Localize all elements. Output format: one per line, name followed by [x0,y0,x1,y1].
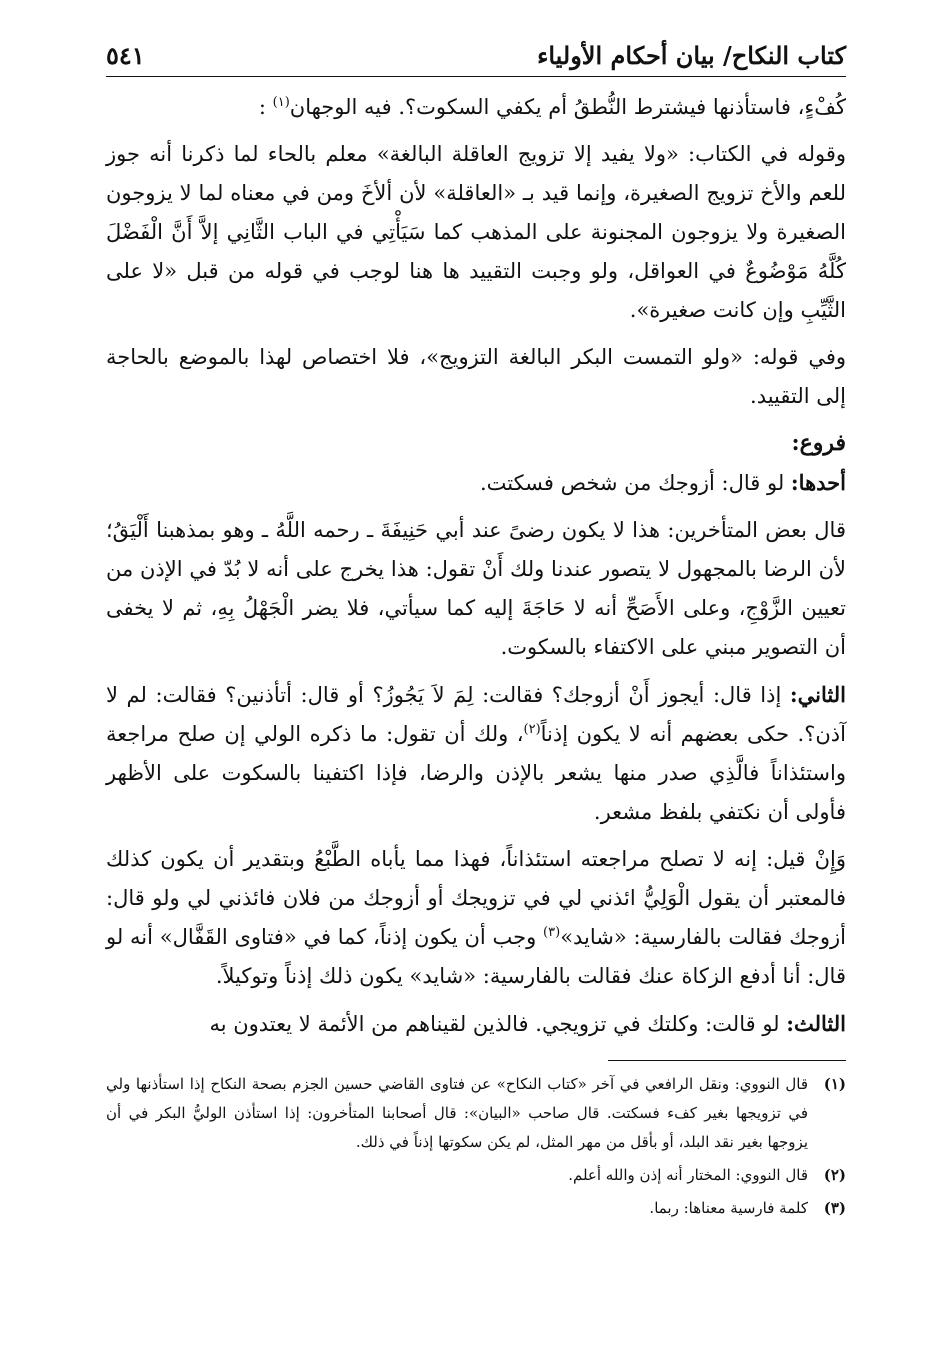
lead-second: الثاني: [789,682,846,707]
paragraph-1: كُفْءٍ، فاستأذنها فيشترط النُّطقُ أم يكفي السكوت؟. فيه الوجهان$^{(١)}$ : [258,95,846,119]
paragraph-2: وقوله في الكتاب: «ولا يفيد إلا تزويج العاقلة البالغة» معلم بالحاء لما ذكرنا أنه جوز للعم والأخ تزويج الصغيرة، وإنما قيد بـ «العاقلة» لأن ألأخَ ومن في معناه لما لا يزوجون الصغيرة ولا يزوجون المجنونة على المذهب كما سَيَأْتِي في الباب الثَّانِي إلاَّ أَنَّ الْفَضْلَ كُلَّهُ مَوْضُوعٌ في العواقل، ولو وجبت التقييد ها هنا لوجب في قوله من قبل «لا على الثَّيِّبِ وإن كانت صغيرة». [106,142,846,322]
running-header [106,30,846,77]
main-text [106,88,846,1052]
footnote-ref-3[interactable]: (٣) [543,925,561,940]
footnote-divider [608,1060,846,1061]
paragraph-5: قال بعض المتأخرين: هذا لا يكون رضىً عند أبي حَنِيفَةَ ـ رحمه اللَّهُ ـ وهو بمذهبنا أَلْيَقُ؛ لأن الرضا بالمجهول لا يتصور عندنا ولك أَنْ تقول: هذا يخرج على أنه لا بُدّ في الإذن من تعيين الزَّوْجِ، وعلى الأَصَحِّ أنه لا حَاجَةَ إليه كما سيأتي، فلا يضر الْجَهْلُ بِهِ، ثم لا يخفى أن التصوير مبني على الاكتفاء بالسكوت. [106,518,846,659]
footnote-3: (٣) كلمة فارسية معناها: ربما. [649,1199,846,1217]
page-number: ٥٤١ [106,41,145,70]
footnote-2: (٢) قال النووي: المختار أنه إذن والله أعلم. [568,1166,846,1184]
section-heading: فروع: [791,430,846,456]
footnote-1: (١) قال النووي: ونقل الرافعي في آخر «كتاب النكاح» عن فتاوى القاضي حسين الجزم بصحة النكاح إذا استأذنها ولي في تزويجها بغير كفء فسكتت. قال صاحب «البيان»: قال أصحابنا المتأخرون: إذا استأذن الوليُّ البكر في أن يزوجها بغير نقد البلد، أو بأقل من مهر المثل، لم يكن سكوتها إذناً في ذلك. [106,1075,846,1151]
paragraph-7: وَإِنْ قيل: إنه لا تصلح مراجعته استئذاناً، فهذا مما يأباه الطَّبْعُ وبتقدير أن يكون كذلك فالمعتبر أن يقول الْوَلِيُّ ائذني لي في تزويجك أو أزوجك من فلان فائذني لي ولو قال: أزوجك فقالت بالفارسية: «شايد»$^{(٣)}$ وجب أن يكون إذناً، كما في «فتاوى القَفَّال» أنه لو قال: أنا أدفع الزكاة عنك فقالت بالفارسية: «شايد» يكون ذلك إذناً وتوكيلاً. [106,847,846,988]
footnotes [106,1070,846,1227]
lead-first: أحدها: [790,470,846,495]
lead-third: الثالث: [786,1011,846,1036]
paragraph-3: وفي قوله: «ولو التمست البكر البالغة التزويج»، فلا اختصاص لهذا بالموضع بالحاجة إلى التقييد. [106,345,846,408]
paragraph-second: الثاني: إذا قال: أيجوز أَنْ أزوجك؟ فقالت: لِمَ لاَ يَجُوزُ؟ أو قال: أتأذنين؟ فقالت: لم لا آذن؟. حكى بعضهم أنه لا يكون إذناً$^{(٢)}$، ولك أن تقول: ما ذكره الولي إن صلح مراجعة واستئذاناً فالَّذِي صدر منها يشعر بالإذن والرضا، فإذا اكتفينا بالسكوت على الأظهر فأولى أن نكتفي بلفظ مشعر. [106,682,846,824]
chapter-title: كتاب النكاح/ بيان أحكام الأولياء [537,41,846,70]
paragraph-third: الثالث: لو قالت: وكلتك في تزويجي. فالذين لقيناهم من الأئمة لا يعتدون به [209,1011,846,1036]
paragraph-first: أحدها: لو قال: أزوجك من شخص فسكتت. [479,470,846,495]
footnote-ref-1[interactable]: (١) [272,95,290,110]
footnote-ref-2[interactable]: (٢) [523,722,541,737]
